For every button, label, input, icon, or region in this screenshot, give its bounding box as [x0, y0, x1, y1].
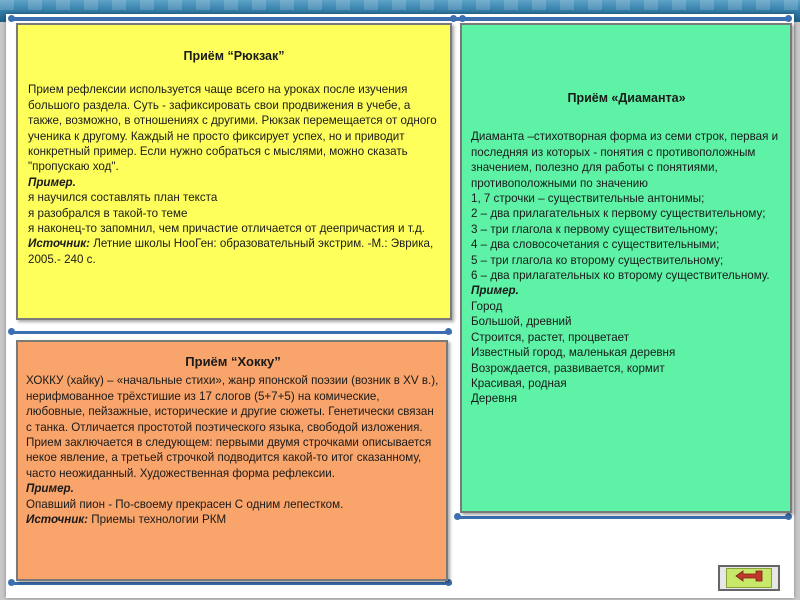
- rail-dot-right: [785, 513, 792, 520]
- middle-rail: [12, 331, 452, 334]
- example-label: Пример.: [471, 284, 519, 298]
- example-line: Возрождается, развивается, кормит: [471, 361, 665, 375]
- bottom-rail: [12, 582, 452, 585]
- example-line: я научился составлять план текста: [28, 191, 218, 205]
- card-description: Прием рефлексии используется чаще всего на уроках после изучения большого раздела. Суть - зафиксировать свои продвижения в учебе, а также, возможно, в отношениях с другими. Рюкзак перемещается от одного ученика к другому. Каждый не просто фиксирует успех, но и приводит конкретный пример. Если нужно собраться с мыслями, можно сказать "пропускаю ход".: [28, 83, 437, 174]
- example-line: я разобрался в такой-то теме: [28, 206, 188, 220]
- return-button[interactable]: [718, 565, 780, 591]
- top-rail: [12, 17, 788, 21]
- rule-line: 2 – два прилагательных к первому существительному;: [471, 207, 766, 221]
- rail-dot-right: [785, 15, 792, 22]
- source-text: Летние школы НооГен: образовательный экстрим. -М.: Эврика, 2005.- 240 с.: [28, 237, 434, 266]
- rail-dot-mid: [445, 328, 452, 335]
- example-line: Красивая, родная: [471, 376, 567, 390]
- card-title: Приём «Диаманта»: [567, 91, 686, 105]
- example-line: Большой, древний: [471, 315, 572, 329]
- card-description: ХОККУ (хайку) – «начальные стихи», жанр японской поэзии (возник в XV в.), нерифмованное трёхстишие из 17 слогов (5+7+5) на комические, любовные, пейзажные, исторические и другие сюжеты. Генетически связан с танка. Отличается простотой поэтического языка, свободой изложения. Прием заключается в следующем: первыми двумя строчками описывается некое явление, а третьей строчкой подводится какой-то итог сказанному, часто неожиданный. Художественная форма рефлексии.: [26, 374, 439, 480]
- return-arrow-icon: [734, 569, 764, 588]
- rule-line: 1, 7 строчки – существительные антонимы;: [471, 192, 705, 206]
- rail-dot-mid: [459, 15, 466, 22]
- rail-dot-mid: [450, 15, 457, 22]
- rail-dot-left: [8, 579, 15, 586]
- source-text: Приемы технологии РКМ: [88, 513, 227, 527]
- example-line: Город: [471, 299, 503, 313]
- example-line: Деревня: [471, 392, 518, 406]
- example-text: Опавший пион - По-своему прекрасен С одним лепестком.: [26, 497, 344, 511]
- green-bottom-rail: [456, 516, 790, 519]
- example-line: я наконец-то запомнил, чем причастие отличается от деепричастия и т.д.: [28, 222, 425, 236]
- backpack-technique-card: [16, 23, 452, 320]
- example-label: Пример.: [26, 482, 74, 496]
- rule-line: 3 – три глагола к первому существительному;: [471, 222, 718, 236]
- example-line: Строится, растет, процветает: [471, 330, 630, 344]
- rail-dot-mid: [454, 513, 461, 520]
- rule-line: 4 – два словосочетания с существительными;: [471, 238, 720, 252]
- source-label: Источник:: [28, 237, 91, 251]
- rule-line: 6 – два прилагательных ко второму существительному.: [471, 269, 770, 283]
- return-button-face[interactable]: [726, 568, 772, 588]
- rail-dot-left: [8, 328, 15, 335]
- source-line: [28, 236, 440, 267]
- source-line: [26, 512, 440, 527]
- card-description: Диаманта –стихотворная форма из семи строк, первая и последняя из которых - понятия с противоположным значением, полезно для работы с понятиями, противоположными по значению: [471, 130, 779, 190]
- rule-line: 5 – три глагола ко второму существительному;: [471, 253, 724, 267]
- rail-dot-left: [8, 15, 15, 22]
- example-label: Пример.: [28, 175, 76, 189]
- card-title: Приём “Хокку”: [185, 354, 281, 369]
- card-title: Приём “Рюкзак”: [183, 49, 285, 63]
- haiku-technique-card: [16, 340, 448, 581]
- source-label: Источник:: [26, 513, 89, 527]
- diamond-technique-card: [460, 23, 792, 513]
- example-line: Известный город, маленькая деревня: [471, 346, 676, 360]
